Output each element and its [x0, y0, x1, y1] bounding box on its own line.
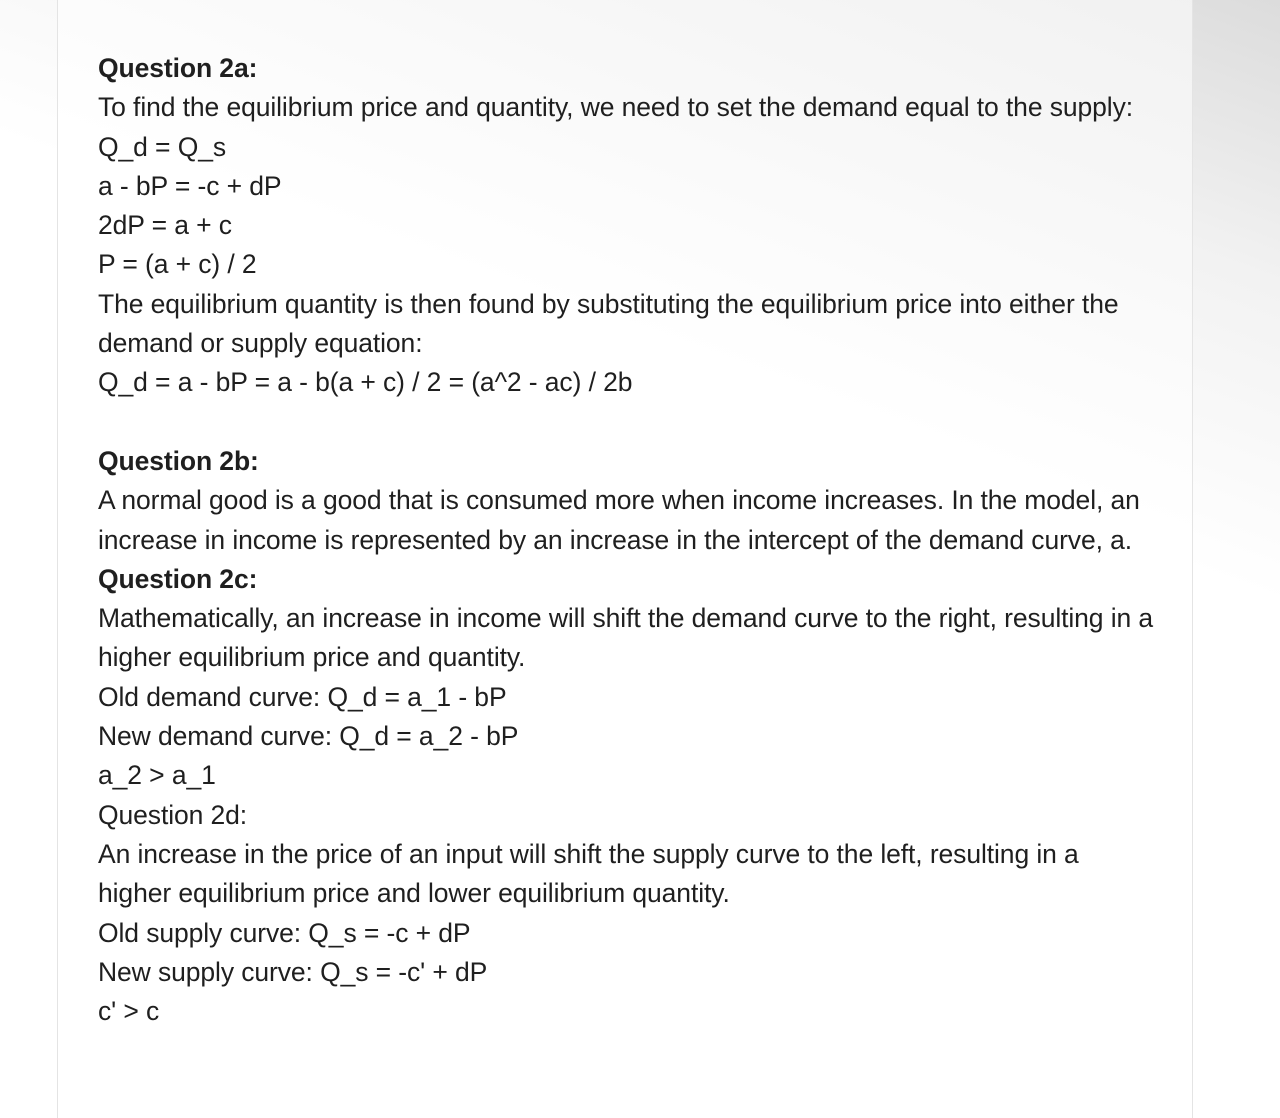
question-2d-heading: Question 2d: — [98, 799, 248, 830]
equation-line: 2dP = a + c — [98, 210, 232, 241]
new-supply-curve: New supply curve: Q_s = -c' + dP — [98, 956, 488, 987]
question-2a-quantity-text: The equilibrium quantity is then found by substituting the equilibrium price into either the demand or supply equation: — [98, 288, 1119, 359]
question-2d-text: An increase in the price of an input will shift the supply curve to the left, resulting in a higher equilibrium price and lower equilibrium quantity. — [98, 838, 1079, 909]
new-demand-curve: New demand curve: Q_d = a_2 - bP — [98, 721, 519, 752]
spacer — [98, 403, 1158, 442]
supply-relation: c' > c — [98, 996, 160, 1027]
demand-relation: a_2 > a_1 — [98, 760, 216, 791]
question-2b-text: A normal good is a good that is consumed more when income increases. In the model, an increase in income is represented by an increase in the intercept of the demand curve, a. — [98, 485, 1140, 555]
message-content — [98, 49, 1158, 1031]
question-2a-heading: Question 2a: — [98, 53, 258, 83]
question-2c-text: Mathematically, an increase in income will shift the demand curve to the right, resulting in a higher equilibrium price and quantity. — [98, 603, 1154, 673]
question-2b-heading: Question 2b: — [98, 445, 259, 476]
equation-line: Q_d = Q_s — [98, 131, 226, 162]
equation-line: P = (a + c) / 2 — [98, 249, 257, 280]
old-supply-curve: Old supply curve: Q_s = -c + dP — [98, 917, 471, 948]
question-2a-intro: To find the equilibrium price and quantity, we need to set the demand equal to the supply: — [98, 92, 1133, 123]
equation-line: Q_d = a - bP = a - b(a + c) / 2 = (a^2 - ac) / 2b — [98, 367, 633, 398]
equation-line: a - bP = -c + dP — [98, 170, 282, 201]
question-2c-heading: Question 2c: — [98, 563, 258, 594]
old-demand-curve: Old demand curve: Q_d = a_1 - bP — [98, 681, 507, 712]
